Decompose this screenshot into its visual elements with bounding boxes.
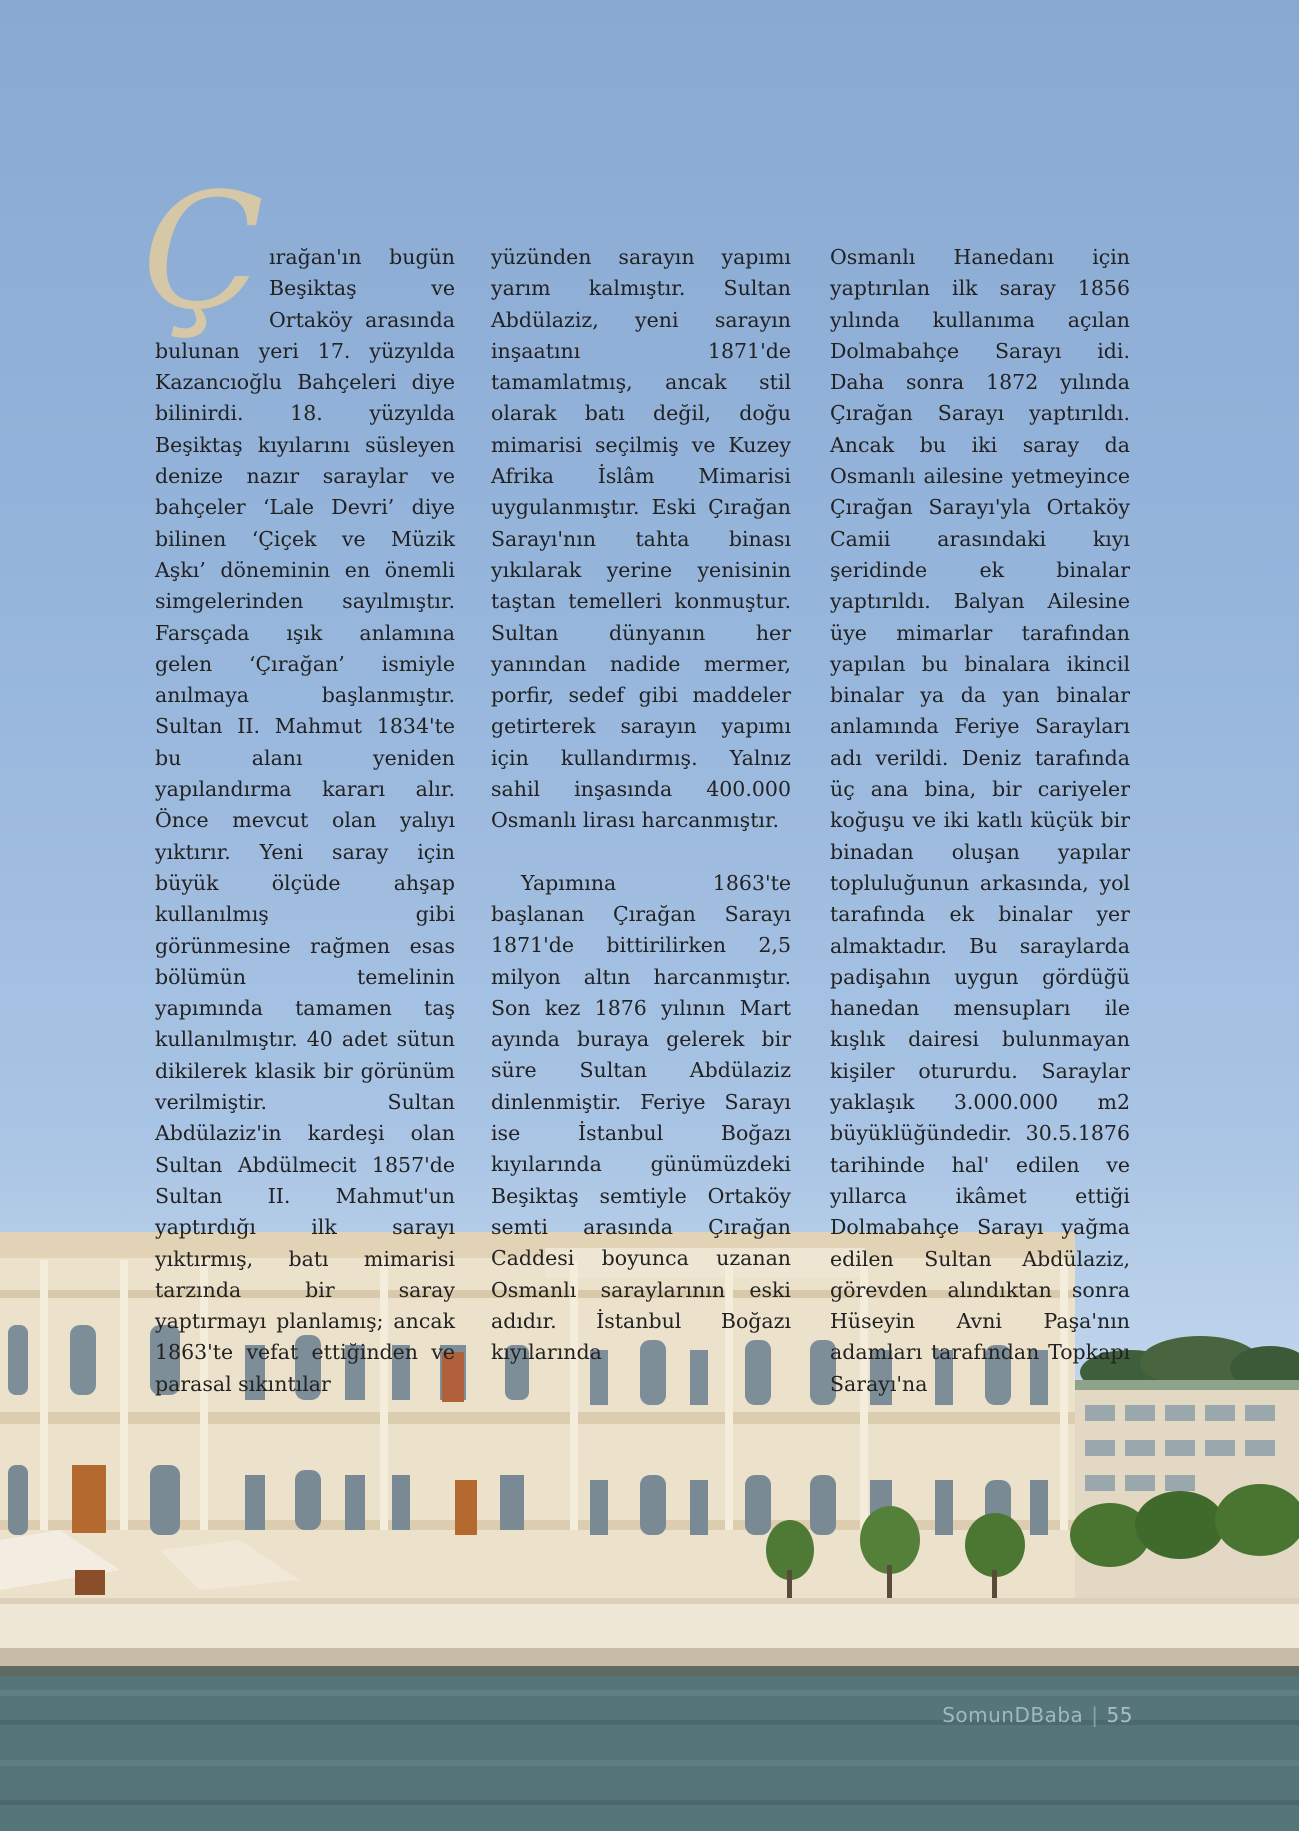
column-2-paragraph-2: Yapımına 1863'te başlanan Çırağan Sarayı 1871'de bittirilirken 2,5 milyon altın harcanmıştır. Son kez 1876 yılının Mart ayında buraya gelerek bir süre Sultan Abdülaziz dinlenmiştir. Feriye Sarayı ise İstanbul Boğazı kıyılarında günümüzdeki Beşiktaş semtiyle Ortaköy semti arasında Çırağan Caddesi boyunca uzanan Osmanlı saraylarının eski adıdır. İstanbul Boğazı kıyılarında bbox=[491, 870, 791, 1365]
page-folio bbox=[942, 1703, 1133, 1727]
quay-wall bbox=[0, 1598, 1299, 1676]
page-number: 55 bbox=[1106, 1703, 1133, 1727]
bosphorus-water bbox=[0, 1676, 1299, 1831]
folio-separator: | bbox=[1091, 1703, 1099, 1727]
article-column-1 bbox=[141, 158, 455, 1400]
column-2-paragraph-1: yüzünden sarayın yapımı yarım kalmıştır. Sultan Abdülaziz, yeni sarayın inşaatını 1871'de tamamlatmış, ancak stil olarak batı değil, doğu mimarisi seçilmiş ve Kuzey Afrika İslâm Mimarisi uygulanmıştır. Eski Çırağan Sarayı'nın tahta binası yıkılarak yerine yenisinin taştan temelleri konmuştur. Sultan dünyanın her yanından nadide mermer, porfir, sedef gibi maddeler getirterek sarayın yapımı için kullandırmış. Yalnız sahil inşasında 400.000 Osmanlı lirası harcanmıştır. bbox=[491, 245, 791, 833]
magazine-name: SomunDBaba bbox=[942, 1703, 1084, 1727]
article-column-2 bbox=[491, 242, 791, 1368]
drop-cap: Ç bbox=[141, 158, 265, 345]
column-1-text: ırağan'ın bugün Beşiktaş ve Ortaköy arasında bulunan yeri 17. yüzyılda Kazancıoğlu Bahçeleri diye bilinirdi. 18. yüzyılda Beşiktaş kıyılarını süsleyen denize nazır saraylar ve bahçeler ‘Lale Devri’ diye bilinen ‘Çiçek ve Müzik Aşkı’ döneminin en önemli simgelerinden sayılmıştır. Farsçada ışık anlamına gelen ‘Çırağan’ ismiyle anılmaya başlanmıştır. Sultan II. Mahmut 1834'te bu alanı yeniden yapılandırma kararı alır. Önce mevcut olan yalıyı yıktırır. Yeni saray için büyük ölçüde ahşap kullanılmış gibi görünmesine rağmen esas bölümün temelinin yapımında tamamen taş kullanılmıştır. 40 adet sütun dikilerek klasik bir görünüm verilmiştir. Sultan Abdülaziz'in kardeşi olan Sultan Abdülmecit 1857'de Sultan II. Mahmut'un yaptırdığı ilk sarayı yıktırmış, batı mimarisi tarzında bir saray yaptırmayı planlamış; ancak 1863'te vefat ettiğinden ve parasal sıkıntılar bbox=[155, 245, 455, 1396]
column-3-text: Osmanlı Hanedanı için yaptırılan ilk saray 1856 yılında kullanıma açılan Dolmabahçe Sarayı idi. Daha sonra 1872 yılında Çırağan Sarayı yaptırıldı. Ancak bu iki saray da Osmanlı ailesine yetmeyince Çırağan Sarayı'yla Ortaköy Camii arasındaki kıyı şeridinde ek binalar yaptırıldı. Balyan Ailesine üye mimarlar tarafından yapılan bu binalara ikincil binalar ya da yan binalar anlamında Feriye Sarayları adı verildi. Deniz tarafında üç ana bina, bir cariyeler koğuşu ve iki katlı küçük bir binadan oluşan yapılar topluluğunun arkasında, yol tarafında ek binalar yer almaktadır. Bu saraylarda padişahın uygun gördüğü hanedan mensupları ile kışlık dairesi bulunmayan kişiler otururdu. Saraylar yaklaşık 3.000.000 m2 büyüklüğündedir. 30.5.1876 tarihinde hal' edilen ve yıllarca ikâmet ettiği Dolmabahçe Sarayı yağma edilen Sultan Abdülaziz, görevden alındıktan sonra Hüseyin Avni Paşa'nın adamları tarafından Topkapı Sarayı'na bbox=[830, 245, 1130, 1396]
article-column-3 bbox=[830, 242, 1130, 1400]
